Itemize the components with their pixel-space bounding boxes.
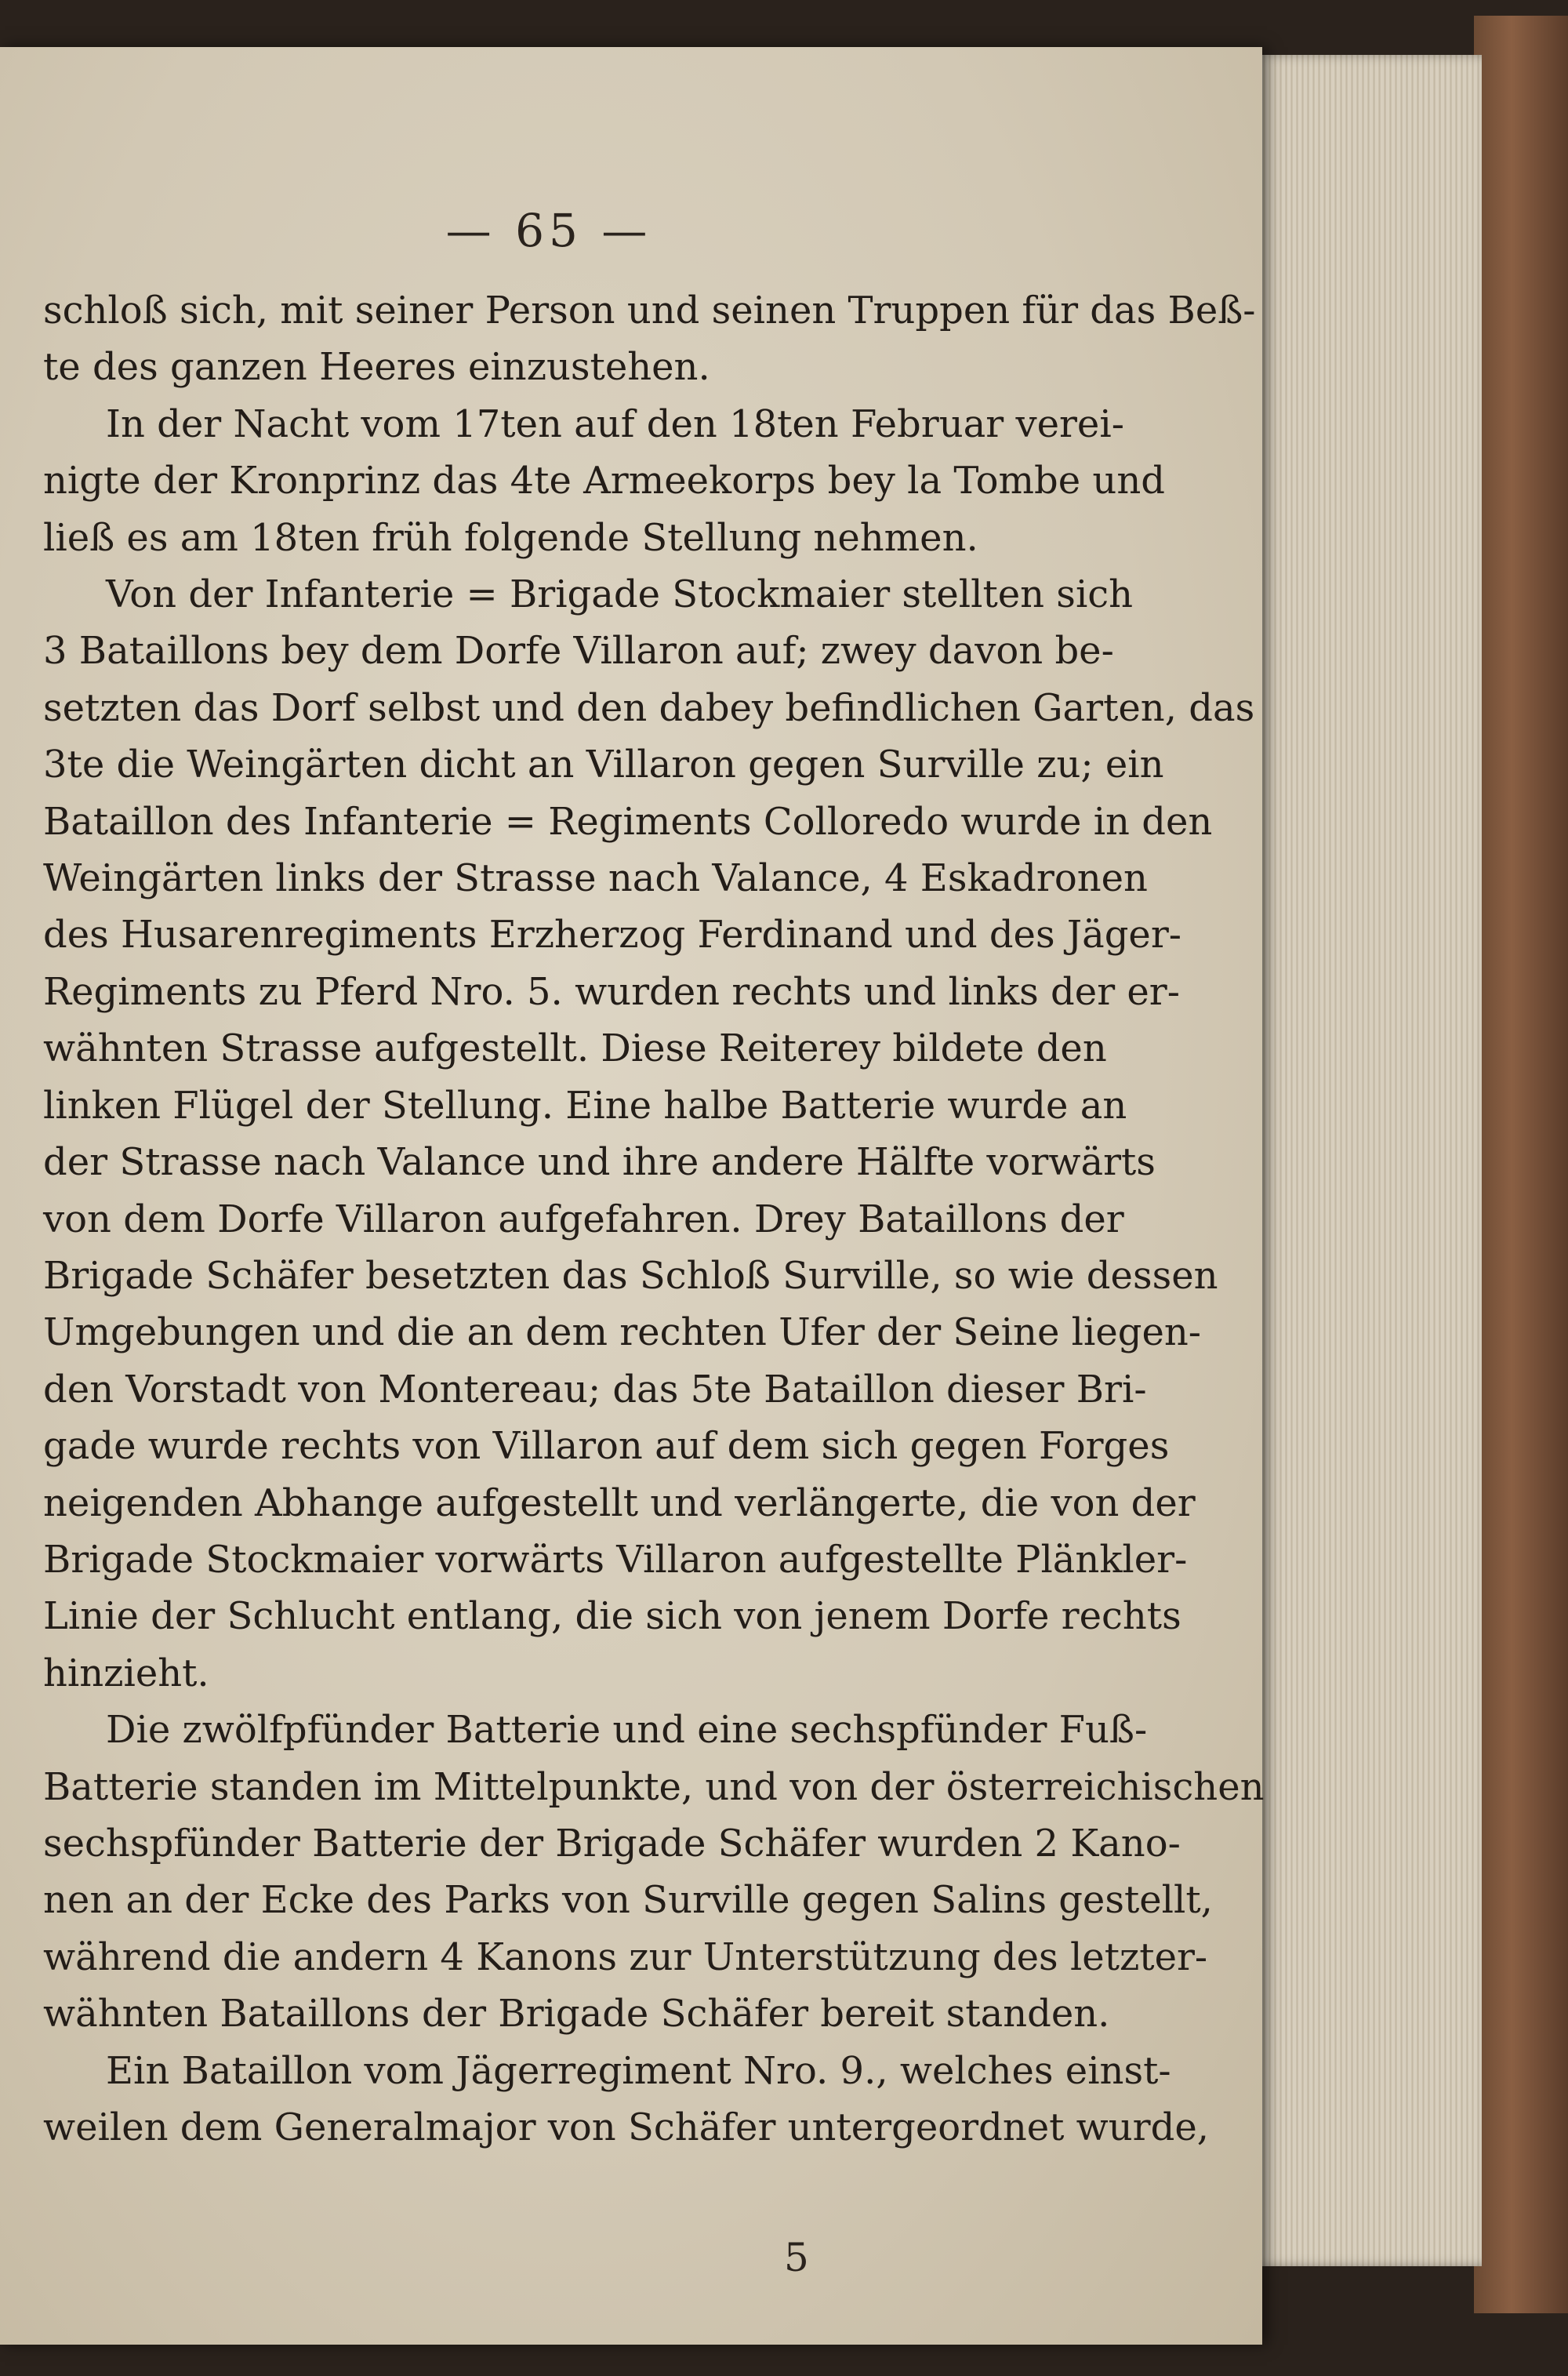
text-line: Brigade Stockmaier vorwärts Villaron aufgestellte Plänkler-: [43, 1537, 1188, 1582]
text-line: Brigade Schäfer besetzten das Schloß Surville, so wie dessen: [43, 1253, 1218, 1298]
text-line: te des ganzen Heeres einzustehen.: [43, 345, 710, 390]
text-line: wähnten Bataillons der Brigade Schäfer bereit standen.: [43, 1992, 1110, 2036]
page-edges: [1254, 55, 1482, 2266]
text-line: schloß sich, mit seiner Person und seinen Truppen für das Beß-: [43, 289, 1256, 332]
signature-mark: 5: [784, 2235, 809, 2280]
text-line: von dem Dorfe Villaron aufgefahren. Drey Bataillons der: [43, 1197, 1124, 1241]
text-line: Die zwölfpfünder Batterie und eine sechspfünder Fuß-: [106, 1708, 1148, 1753]
text-line: 3 Bataillons bey dem Dorfe Villaron auf; zwey davon be-: [43, 629, 1114, 674]
text-line: wähnten Strasse aufgestellt. Diese Reiterey bildete den: [43, 1026, 1107, 1071]
text-line: linken Flügel der Stellung. Eine halbe Batterie wurde an: [43, 1083, 1127, 1128]
text-line: setzten das Dorf selbst und den dabey befindlichen Garten, das: [43, 685, 1255, 730]
text-line: Linie der Schlucht entlang, die sich von jenem Dorfe rechts: [43, 1594, 1181, 1639]
text-line: Batterie standen im Mittelpunkte, und von der österreichischen: [43, 1764, 1265, 1809]
text-line: des Husarenregiments Erzherzog Ferdinand und des Jäger-: [43, 913, 1181, 957]
text-line: gade wurde rechts von Villaron auf dem sich gegen Forges: [43, 1424, 1170, 1469]
text-line: 3te die Weingärten dicht an Villaron gegen Surville zu; ein: [43, 743, 1164, 787]
text-line: Ein Bataillon vom Jägerregiment Nro. 9., welches einst-: [106, 2048, 1171, 2093]
body-text: [43, 282, 1265, 2156]
text-line: Umgebungen und die an dem rechten Ufer der Seine liegen-: [43, 1310, 1201, 1355]
book-page: [0, 47, 1265, 2345]
page-number-header: — 65 —: [445, 204, 652, 257]
text-line: weilen dem Generalmajor von Schäfer untergeordnet wurde,: [43, 2105, 1210, 2149]
text-line: hinzieht.: [43, 1651, 209, 1695]
text-line: sechspfünder Batterie der Brigade Schäfer wurden 2 Kano-: [43, 1821, 1181, 1866]
text-line: der Strasse nach Valance und ihre andere Hälfte vorwärts: [43, 1140, 1156, 1185]
text-line: nigte der Kronprinz das 4te Armeekorps bey la Tombe und: [43, 459, 1165, 503]
text-line: während die andern 4 Kanons zur Unterstützung des letzter-: [43, 1935, 1208, 1979]
text-line: Bataillon des Infanterie = Regiments Colloredo wurde in den: [43, 799, 1213, 844]
text-line: nen an der Ecke des Parks von Surville gegen Salins gestellt,: [43, 1878, 1213, 1923]
text-line: Von der Infanterie = Brigade Stockmaier stellten sich: [106, 572, 1134, 617]
text-line: Weingärten links der Strasse nach Valance, 4 Eskadronen: [43, 856, 1148, 901]
text-line: neigenden Abhange aufgestellt und verlängerte, die von der: [43, 1480, 1196, 1525]
text-line: ließ es am 18ten früh folgende Stellung nehmen.: [43, 515, 978, 560]
text-line: In der Nacht vom 17ten auf den 18ten Februar verei-: [106, 401, 1124, 446]
text-line: den Vorstadt von Montereau; das 5te Bataillon dieser Bri-: [43, 1367, 1147, 1411]
book-cover-edge: [1474, 16, 1568, 2313]
text-line: Regiments zu Pferd Nro. 5. wurden rechts und links der er-: [43, 969, 1180, 1014]
